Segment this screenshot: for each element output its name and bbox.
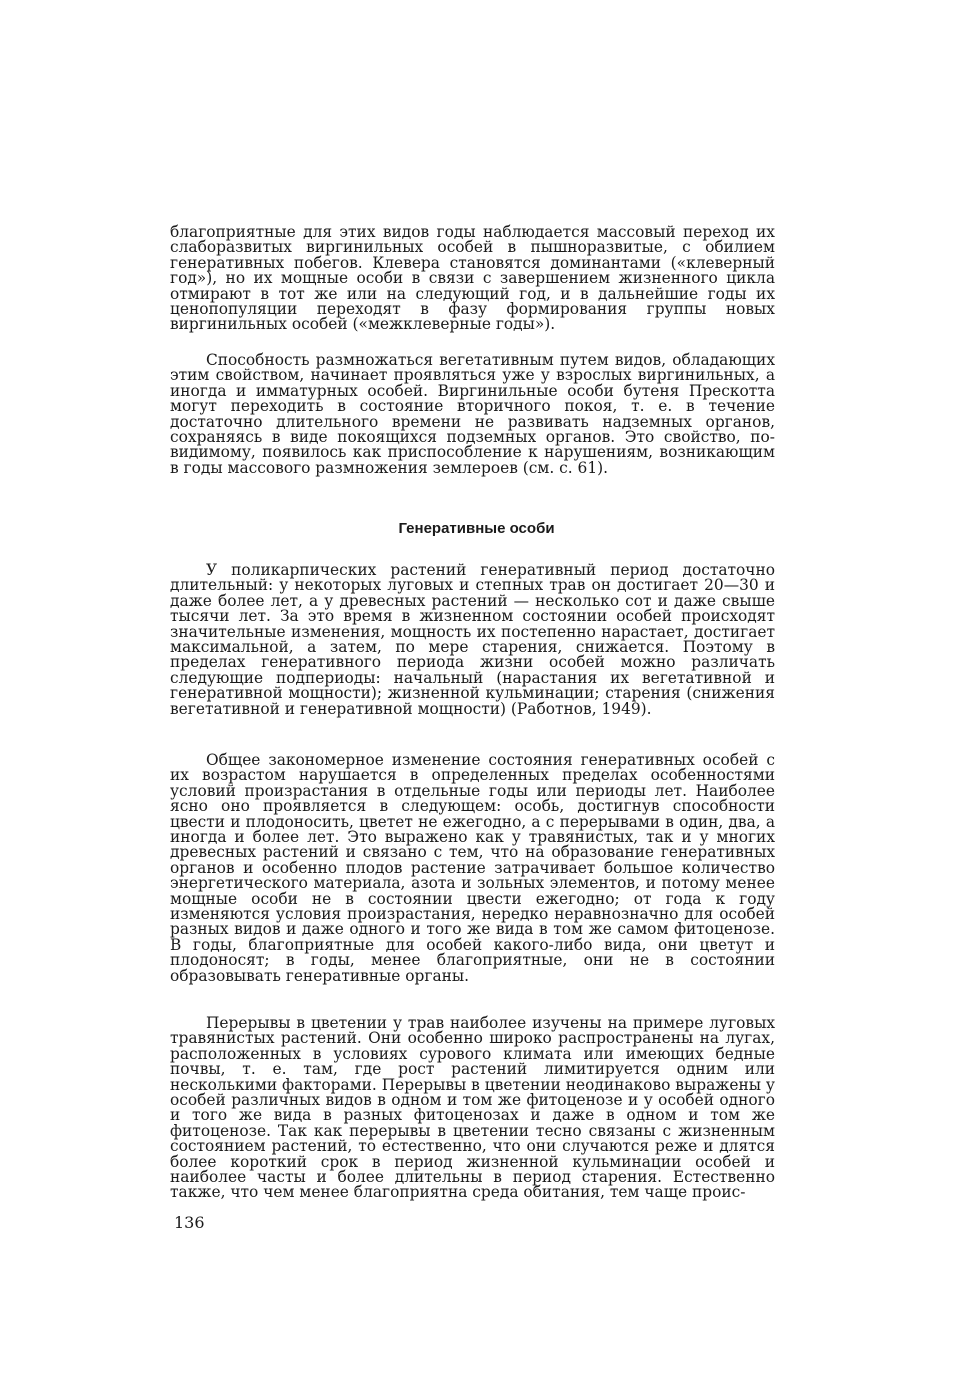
section-heading: Генеративные особи — [398, 520, 555, 537]
paragraph-flowering-interruptions: Общее закономерное изменение состояния генеративных особей с их возрастом нарушается в определенных пределах особенностями условий произрастания в отдельные годы или периоды лет. Наиболее ясно оно проявляется в следующем: особь, достигнув способности цвести и плодоносить, цветет не ежегодно, а с перерывами в один, два, а иногда и более лет. Это выражено как у травянистых, так и у многих древесных растений и связано с тем, что на образование генеративных органов и особенно плодов растение затрачивает большое количество энергетического материала, азота и зольных элементов, и потому менее мощные особи не в состоянии цвести ежегодно; от года к году изменяются условия произрастания, нередко неравнозначно для особей разных видов и даже одного и того же вида в том же самом фитоценозе. В годы, благоприятные для особей какого-либо вида, они цветут и плодоносят; в годы, менее благоприятные, они не в состоянии образовывать генеративные органы. — [170, 751, 775, 985]
paragraph-vegetative-reproduction: Способность размножаться вегетативным путем видов, обладающих этим свойством, начинает проявляться уже у взрослых виргинильных, а иногда и имматурных особей. Виргинильные особи бутеня Прескотта могут переходить в состояние вторичного покоя, т. е. в течение достаточно длительного времени не развивать надземных органов, сохраняясь в виде покоящихся подземных органов. Это свойство, по-видимому, появилось как приспособление к нарушениям, возникающим в годы массового размножения землероев (см. с. 61). — [170, 351, 775, 477]
paragraph-meadow-grasses: Перерывы в цветении у трав наиболее изучены на примере луговых травянистых растений. Они особенно широко распространены на лугах, расположенных в условиях сурового климата или имеющих бедные почвы, т. е. там, где рост растений лимитируется одним или несколькими факторами. Перерывы в цветении неодинаково выражены у особей различных видов в одном и том же фитоценозе и у особей одного и того же вида в разных фитоценозах и даже в одном и том же фитоценозе. Так как перерывы в цветении тесно связаны с жизненным состоянием растений, то естественно, что они случаются реже и длятся более короткий срок в период жизненной кульминации особей и наиболее часты и более длительны в период старения. Естественно также, что чем менее благоприятна среда обитания, тем чаще проис- — [170, 1014, 775, 1202]
page-body — [170, 225, 775, 1237]
paragraph-clover-years: благоприятные для этих видов годы наблюдается массовый переход их слаборазвитых виргинильных особей в пышноразвитые, с обилием генеративных побегов. Клевера становятся доминантами («клеверный год»), но их мощные особи в связи с завершением жизненного цикла отмирают в тот же или на следующий год, и в дальнейшие годы их ценопопуляции переходят в фазу формирования группы новых виргинильных особей («межклеверные годы»). — [170, 223, 775, 334]
page-number: 136 — [174, 1213, 205, 1232]
paragraph-generative-period: У поликарпических растений генеративный период достаточно длительный: у некоторых луговых и степных трав он достигает 20—30 и даже более лет, а у древесных растений — несколько сот и даже свыше тысячи лет. За это время в жизненном состоянии особей происходят значительные изменения, мощность их постепенно нарастает, достигает максимальной, а затем, по мере старения, снижается. Поэтому в пределах генеративного периода жизни особей можно различать следующие подпериоды: начальный (нарастания их вегетативной и генеративной мощности); жизненной кульминации; старения (снижения вегетативной и генеративной мощности) (Работнов, 1949). — [170, 561, 775, 718]
